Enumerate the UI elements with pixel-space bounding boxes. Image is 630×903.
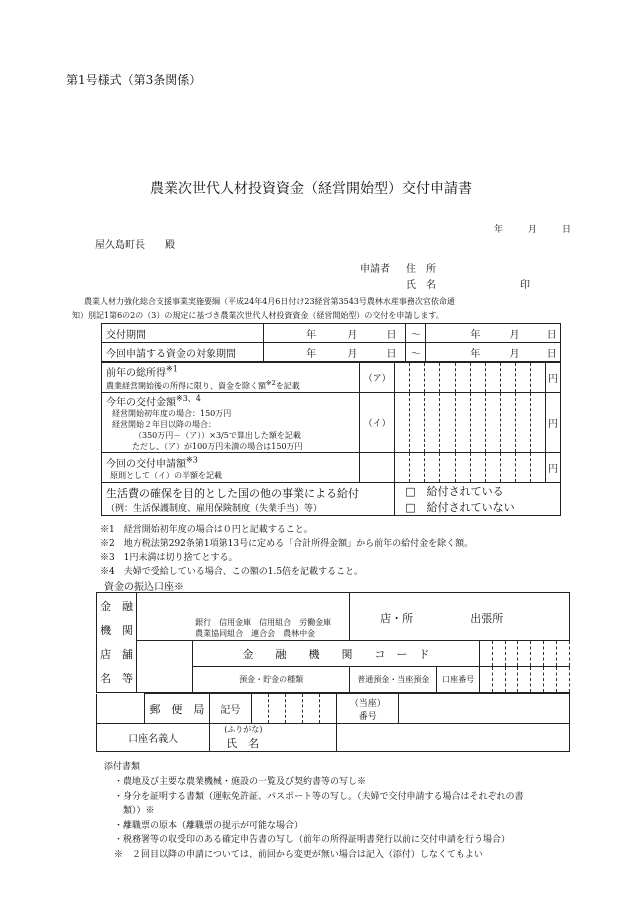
digit-box[interactable] [485, 363, 500, 393]
deposit-type-label: 預金・貯金の種類 [193, 667, 350, 693]
attachment-item: 類））※ [114, 806, 155, 816]
digit-box[interactable] [455, 363, 470, 393]
row-other-support [102, 483, 561, 516]
holder-name-cell: (ふりがな) 氏 名 [210, 724, 337, 752]
attachment-item: ・税務署等の収受印のある確定申告書の写し（前年の所得証明書発行以前に交付申請を行う場合） [114, 835, 511, 845]
start-year: 年 [306, 329, 317, 341]
symbol-box[interactable] [251, 694, 268, 724]
sub-branch-label: 出張所 [470, 612, 504, 625]
digit-box[interactable] [500, 393, 515, 453]
code-box[interactable] [531, 641, 544, 667]
attachment-item: ・身分を証明する書類（運転免許証、パスポート等の写し。（夫婦で交付申請する場合はそれぞれの書 [114, 792, 524, 802]
institution-label-cell: 金 融 機 関 店 舗 名 等 [97, 593, 137, 693]
digit-box[interactable] [410, 453, 425, 483]
applicant-name-label: 氏 名 [406, 280, 436, 291]
start-year: 年 [306, 348, 317, 360]
holder-label: 口座名義人 [97, 724, 210, 752]
other-support-label: 生活費の確保を目的とした国の他の事業による給付 [106, 486, 359, 500]
grant-period-label: 交付期間 [102, 324, 264, 343]
attachments-title: 添付書類 [104, 762, 141, 772]
digit-box[interactable] [395, 363, 410, 393]
branch-cell[interactable] [350, 593, 570, 641]
digit-box[interactable] [440, 453, 455, 483]
date-day: 日 [562, 225, 572, 235]
digit-box[interactable] [410, 363, 425, 393]
end-year: 年 [470, 348, 481, 360]
digit-box[interactable] [485, 453, 500, 483]
applicant-address-label: 住 所 [406, 264, 436, 275]
code-box[interactable] [544, 641, 557, 667]
other-support-example: （例：生活保護制度、雇用保険制度（失業手当）等） [106, 503, 323, 514]
grant-label-cell: 今年の交付金額$^{※3、4}$ 経営開始初年度の場合：150万円 経営開始２年目以降の場合： （350万円－（ア））×3/5で算出した額を記載 ただし、（ア）が100万円未満の場合は150万円 [102, 393, 360, 453]
request-period-end[interactable] [426, 343, 561, 362]
note-3: ※3 1円未満は切り捨てとする。 [100, 553, 238, 563]
end-day: 日 [546, 329, 557, 341]
account-box[interactable] [505, 667, 518, 693]
request-period-start[interactable] [264, 343, 406, 362]
request-code [360, 453, 395, 483]
digit-box[interactable] [530, 453, 545, 483]
main-table [101, 323, 561, 516]
row-holder [97, 724, 570, 752]
institution-name-cell[interactable]: 銀行 信用金庫 信用組合 労働金庫 農業協同組合 連合会 農林中金 [137, 593, 350, 641]
code-box[interactable] [505, 641, 518, 667]
request-period-label: 今回申請する資金の対象期間 [102, 343, 264, 362]
account-box[interactable] [531, 667, 544, 693]
form-number: 第1号様式（第3条関係） [66, 73, 202, 87]
digit-box[interactable] [425, 393, 440, 453]
number-label-cell: （当座） 番号 [337, 694, 399, 724]
digit-box[interactable] [515, 363, 530, 393]
digit-box[interactable] [455, 393, 470, 453]
code-box[interactable] [492, 641, 505, 667]
intro-line1: 農業人材力強化総合支援事業実施要綱（平成24年4月6日付け23経営第3543号農林水産事務次官依命通 [84, 297, 455, 306]
recipient: 屋久島町長 殿 [95, 240, 175, 251]
digit-box[interactable] [470, 393, 485, 453]
page-title: 農業次世代人材投資資金（経営開始型）交付申請書 [150, 181, 472, 197]
date-month: 月 [528, 225, 538, 235]
note-1: ※1 経営開始初年度の場合は０円と記載すること。 [100, 525, 313, 535]
code-box[interactable] [556, 641, 569, 667]
option-not-received[interactable]: □ 給付されていない [405, 501, 515, 515]
digit-box[interactable] [455, 453, 470, 483]
row-income [102, 363, 561, 393]
account-box[interactable] [544, 667, 557, 693]
digit-box[interactable] [500, 363, 515, 393]
symbol-label: 記号 [210, 694, 251, 724]
income-label-cell: 前年の総所得$^{※1}$ 農業経営開始後の所得に限り、資金を除く額$^{※2}$を記載 [102, 363, 360, 393]
symbol-box[interactable] [303, 694, 320, 724]
account-box[interactable] [492, 667, 505, 693]
grant-period-end[interactable] [426, 324, 561, 343]
row-deposit [97, 667, 570, 693]
option-received[interactable]: □ 給付されている [405, 485, 504, 499]
attachment-item: ・離職票の原本（離職票の提示が可能な場合） [114, 821, 304, 831]
yen-unit: 円 [545, 453, 560, 483]
digit-box[interactable] [530, 393, 545, 453]
digit-box[interactable] [410, 393, 425, 453]
digit-box[interactable] [515, 393, 530, 453]
post-number-input[interactable] [399, 694, 570, 724]
code-box[interactable] [479, 641, 492, 667]
holder-name-input[interactable] [337, 724, 570, 752]
row-institution [97, 593, 570, 641]
end-year: 年 [470, 329, 481, 341]
applicant-label: 申請者 [360, 264, 390, 275]
request-label: 今回の交付申請額 [106, 458, 186, 470]
row-bank-code [97, 641, 570, 667]
symbol-box[interactable] [320, 694, 337, 724]
code-box[interactable] [518, 641, 531, 667]
end-day: 日 [546, 348, 557, 360]
grant-period-start[interactable] [264, 324, 406, 343]
other-support-options [395, 483, 561, 516]
yen-unit: 円 [545, 363, 560, 393]
start-day: 日 [386, 329, 397, 341]
seal-mark: 印 [520, 280, 530, 291]
deposit-type-value[interactable]: 普通預金・当座預金 [350, 667, 437, 693]
row-grant-amount [102, 393, 561, 453]
bank-section-title: 資金の振込口座※ [104, 582, 184, 593]
row-post-office [97, 694, 570, 724]
request-label-cell: 今回の交付申請額$^{※3}$ 原則として（イ）の半額を記載 [102, 453, 360, 483]
start-month: 月 [347, 348, 358, 360]
row-grant-period [102, 324, 561, 343]
grant-label: 今年の交付金額 [106, 397, 176, 409]
attachments-footer: ※ ２回目以降の申請については、前回から変更が無い場合は記入（添付）しなくてもよい [114, 850, 483, 860]
digit-box[interactable] [425, 363, 440, 393]
account-box[interactable] [556, 667, 569, 693]
account-box[interactable] [479, 667, 492, 693]
start-day: 日 [386, 348, 397, 360]
digit-box[interactable] [470, 453, 485, 483]
end-month: 月 [509, 329, 520, 341]
tilde: ～ [406, 343, 426, 362]
post-office-label: 郵 便 局 [144, 694, 210, 724]
spacer [137, 641, 193, 667]
note-4: ※4 夫婦で受給している場合、この額の1.5倍を記載すること。 [100, 567, 364, 577]
digit-box[interactable] [485, 393, 500, 453]
digit-box[interactable] [395, 393, 410, 453]
spacer [97, 694, 145, 724]
digit-box[interactable] [470, 363, 485, 393]
digit-box[interactable] [440, 363, 455, 393]
account-box[interactable] [518, 667, 531, 693]
bank-table [96, 592, 570, 752]
branch-label: 店・所 [380, 612, 414, 625]
symbol-box[interactable] [285, 694, 302, 724]
start-month: 月 [347, 329, 358, 341]
intro-line2: 知）別記1第6の2の（3）の規定に基づき農業次世代人材投資資金（経営開始型）の交付を申請します。 [72, 311, 444, 320]
date-year: 年 [494, 225, 504, 235]
end-month: 月 [509, 348, 520, 360]
attachment-item: ・農地及び主要な農業機械・施設の一覧及び契約書等の写し※ [114, 777, 367, 787]
digit-box[interactable] [530, 363, 545, 393]
row-request-period [102, 343, 561, 362]
tilde: ～ [406, 324, 426, 343]
bank-code-label: 金 融 機 関 コ ー ド [193, 641, 480, 667]
digit-box[interactable] [515, 453, 530, 483]
income-code: （ア） [360, 363, 395, 393]
yen-unit: 円 [545, 393, 560, 453]
digit-box[interactable] [425, 453, 440, 483]
digit-box[interactable] [440, 393, 455, 453]
income-label: 前年の総所得 [106, 367, 166, 379]
note-2: ※2 地方税法第292条第1項第13号に定める「合計所得金額」から前年の給付金を除く額。 [100, 539, 474, 549]
symbol-box[interactable] [268, 694, 285, 724]
other-support-cell [102, 483, 395, 516]
row-this-request [102, 453, 561, 483]
digit-box[interactable] [500, 453, 515, 483]
digit-box[interactable] [395, 453, 410, 483]
account-number-label: 口座番号 [437, 667, 479, 693]
grant-code: （イ） [360, 393, 395, 453]
spacer [137, 667, 193, 693]
